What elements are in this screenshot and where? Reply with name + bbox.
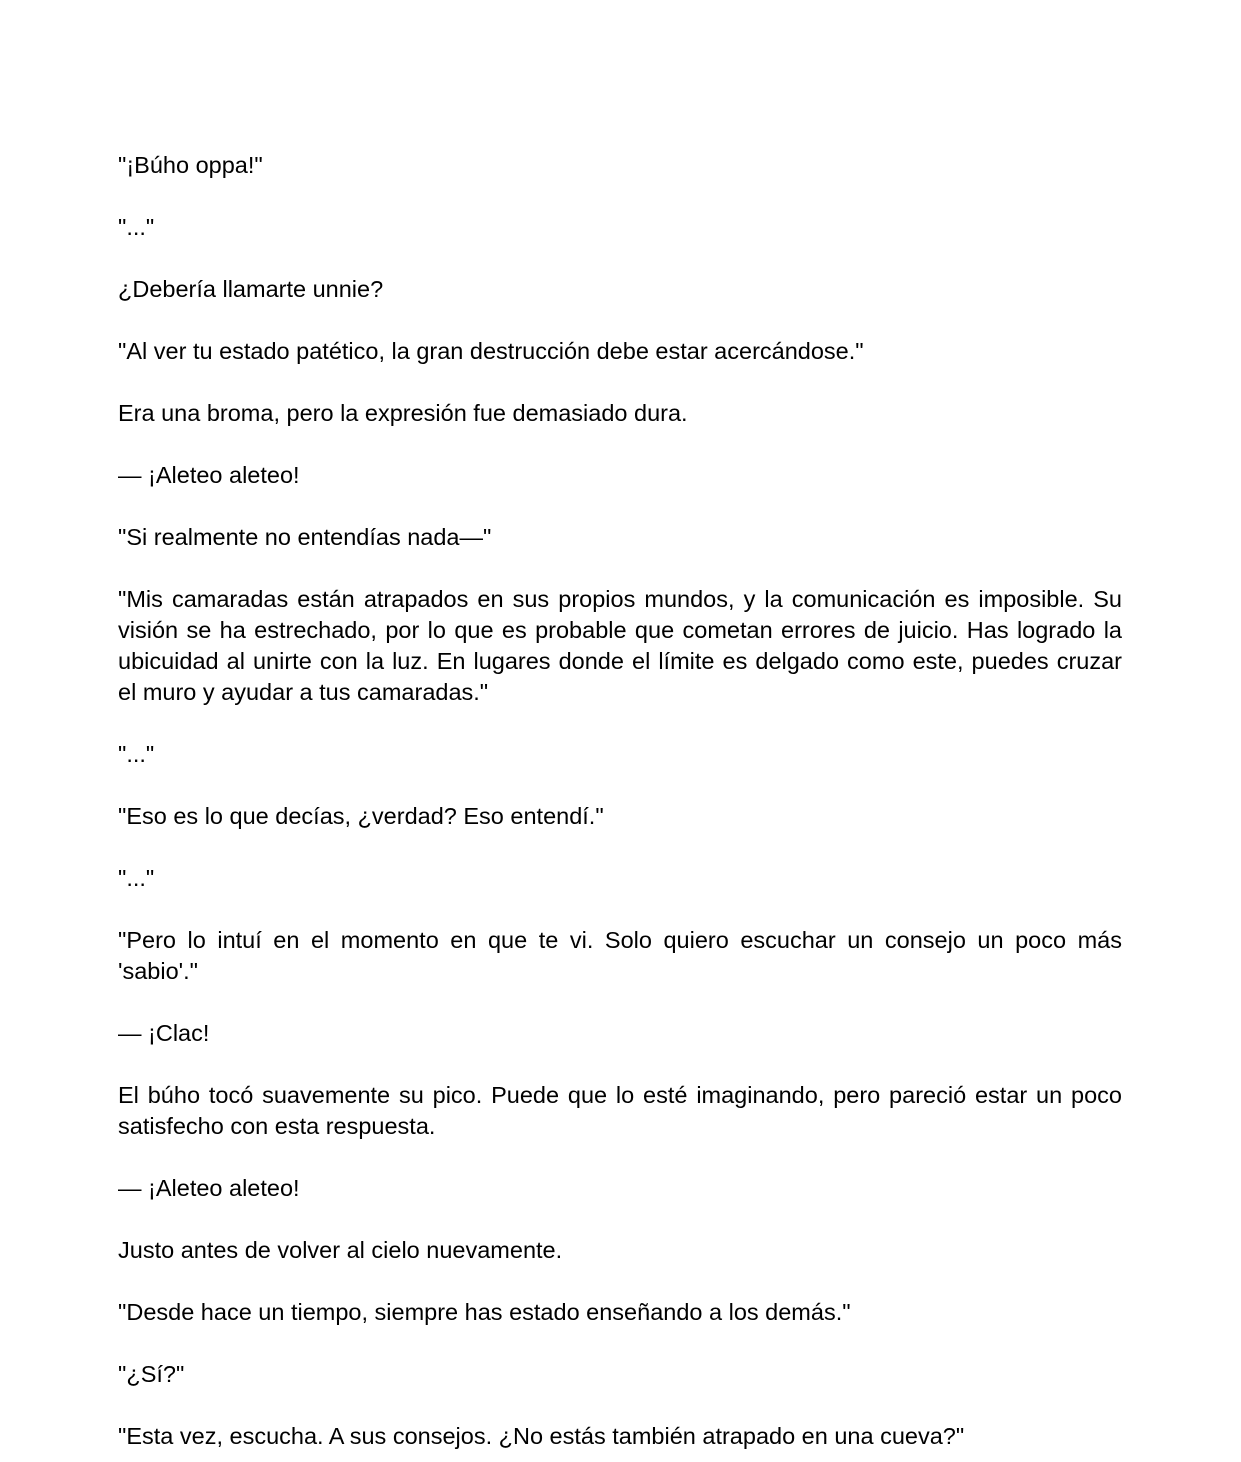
paragraph: "Mis camaradas están atrapados en sus propios mundos, y la comunicación es imposible. Su visión se ha estrechado, por lo que es probable que cometan errores de juicio. Has logrado la ubicuidad al unirte con la luz. En lugares donde el límite es delgado como este, puedes cruzar el muro y ayudar a tus camaradas." [118,586,1122,705]
paragraph: "¿Sí?" [118,1361,185,1387]
paragraph: "Eso es lo que decías, ¿verdad? Eso entendí." [118,803,604,829]
paragraph: — ¡Aleteo aleteo! [118,1175,300,1201]
paragraph: — ¡Clac! [118,1020,210,1046]
paragraph: "..." [118,741,155,767]
paragraph: "..." [118,865,155,891]
paragraph: "¡Búho oppa!" [118,152,263,178]
paragraph: El búho tocó suavemente su pico. Puede que lo esté imaginando, pero pareció estar un poco satisfecho con esta respuesta. [118,1082,1122,1139]
paragraph: "Esta vez, escucha. A sus consejos. ¿No estás también atrapado en una cueva?" [118,1423,965,1449]
paragraph: "Al ver tu estado patético, la gran destrucción debe estar acercándose." [118,338,864,364]
paragraph: Era una broma, pero la expresión fue demasiado dura. [118,400,688,426]
paragraph: Justo antes de volver al cielo nuevamente. [118,1237,563,1263]
paragraph: "..." [118,214,155,240]
paragraph: "Si realmente no entendías nada—" [118,524,492,550]
paragraph: ¿Debería llamarte unnie? [118,276,384,302]
paragraph: "Pero lo intuí en el momento en que te vi. Solo quiero escuchar un consejo un poco más 'sabio'." [118,927,1122,984]
paragraph: "Desde hace un tiempo, siempre has estado enseñando a los demás." [118,1299,851,1325]
paragraph: — ¡Aleteo aleteo! [118,462,300,488]
document-page [118,150,1122,1452]
